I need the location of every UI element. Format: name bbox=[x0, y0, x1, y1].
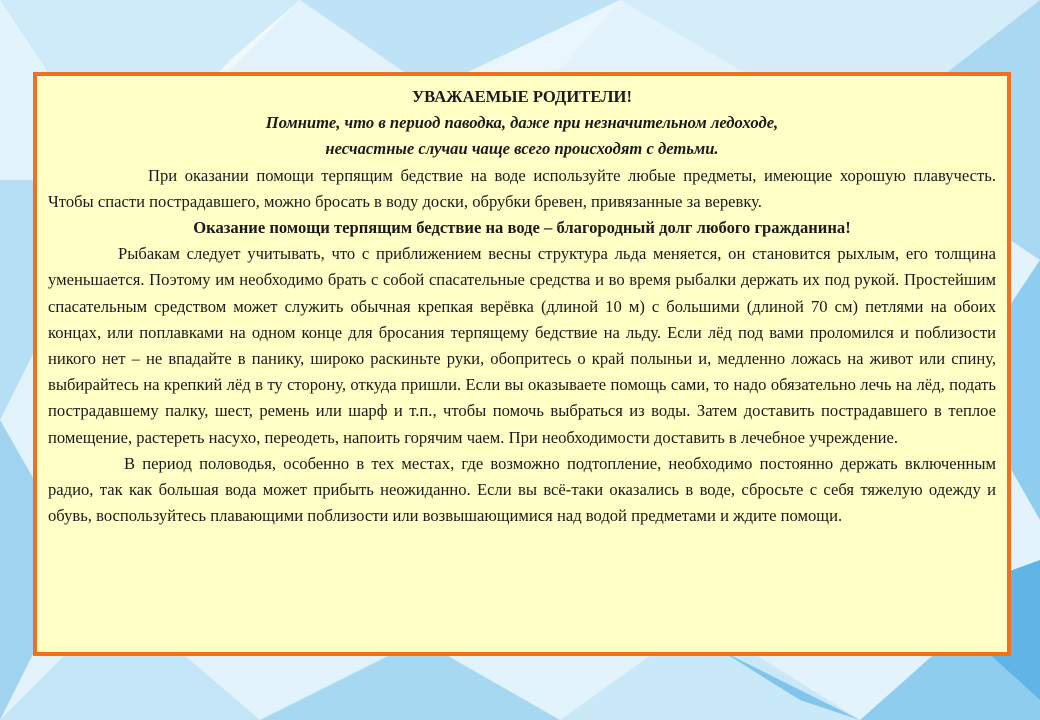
notice-title: УВАЖАЕМЫЕ РОДИТЕЛИ! bbox=[412, 87, 632, 106]
paragraph-fishermen: Рыбакам следует учитывать, что с приближением весны структура льда меняется, он становится рыхлым, его толщина уменьшается. Поэтому им необходимо брать с собой спасательные средства и во время рыбалки держать их под рукой. Простейшим спасательным средством может служить обычная крепкая верёвка (длиной 10 м) с большими (длиной 70 см) петлями на обоих концах, или поплавками на одном конце для бросания терпящему бедствие на льду. Если лёд под вами проломился и поблизости никого нет – не впадайте в панику, широко раскиньте руки, обопритесь о край полыньи и, медленно ложась на живот или спину, выбирайтесь на крепкий лёд в ту сторону, откуда пришли. Если вы оказываете помощь сами, то надо обязательно лечь на лёд, подать пострадавшему палку, шест, ремень или шарф и т.п., чтобы помочь выбраться из воды. Затем доставить пострадавшего в теплое помещение, растереть насухо, переодеть, напоить горячим чаем. При необходимости доставить в лечебное учреждение. bbox=[48, 244, 996, 447]
slogan: Оказание помощи терпящим бедствие на воде – благородный долг любого гражданина! bbox=[193, 218, 851, 238]
paragraph-rescue-items: При оказании помощи терпящим бедствие на воде используйте любые предметы, имеющие хорошую плавучесть. Чтобы спасти пострадавшего, можно бросать в воду доски, обрубки бревен, привязанные за веревку. bbox=[48, 165, 996, 211]
warning-line-1: Помните, что в период паводка, даже при незначительном ледоходе, bbox=[265, 113, 779, 133]
notice-panel bbox=[33, 72, 1011, 656]
warning-line-2: несчастные случаи чаще всего происходят с детьми. bbox=[325, 139, 719, 159]
paragraph-flood: В период половодья, особенно в тех местах, где возможно подтопление, необходимо постоянно держать включенным радио, так как большая вода может прибыть неожиданно. Если вы всё-таки оказались в воде, сбросьте с себя тяжелую одежду и обувь, воспользуйтесь плавающими поблизости или возвышающимися над водой предметами и ждите помощи. bbox=[48, 453, 996, 526]
